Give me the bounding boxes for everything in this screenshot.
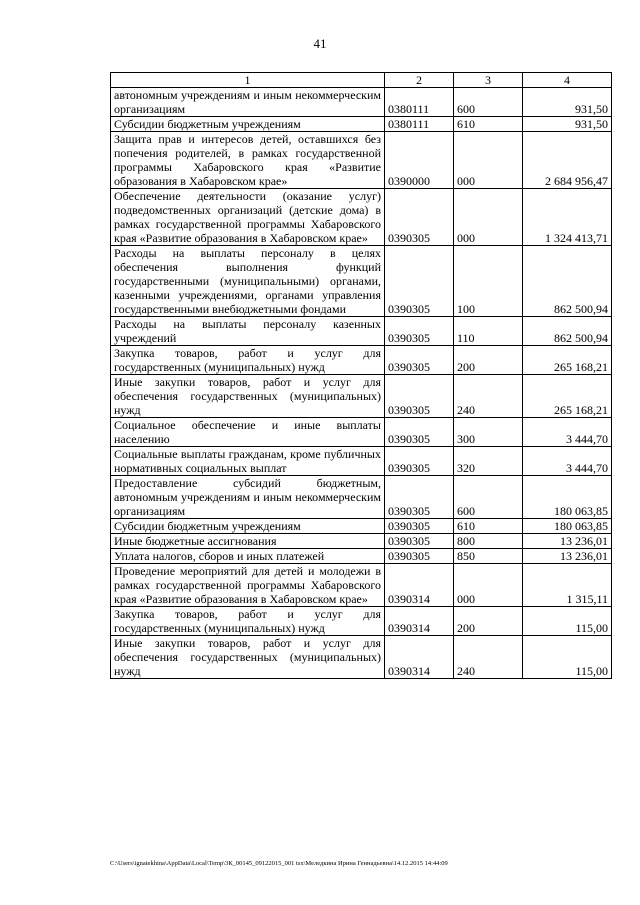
row-name: Расходы на выплаты персоналу казенных учреждений — [111, 317, 385, 346]
row-vr: 320 — [454, 447, 523, 476]
row-vr: 800 — [454, 534, 523, 549]
table-row — [111, 346, 612, 375]
table-row — [111, 549, 612, 564]
table-row — [111, 519, 612, 534]
table-row — [111, 418, 612, 447]
table-row — [111, 447, 612, 476]
row-name: Иные закупки товаров, работ и услуг для обеспечения государственных (муниципальных) нужд — [111, 636, 385, 679]
row-amount: 2 684 956,47 — [523, 132, 612, 189]
row-vr: 600 — [454, 476, 523, 519]
file-path-footer: C:\Users\ignatekhina\AppData\Local\Temp\3К_00145_09122015_001 tsx\Меледкина Ирина Геннадьевна\14.12.2015 14:44:09 — [110, 860, 448, 867]
row-vr: 100 — [454, 246, 523, 317]
table-row — [111, 534, 612, 549]
row-name: Проведение мероприятий для детей и молодежи в рамках государственной программы Хабаровского края «Развитие образования в Хабаровском крае» — [111, 564, 385, 607]
table-row — [111, 88, 612, 117]
row-name: Социальное обеспечение и иные выплаты населению — [111, 418, 385, 447]
page-number: 41 — [313, 36, 327, 51]
row-code: 0390305 — [385, 519, 454, 534]
budget-table — [110, 72, 612, 679]
row-code: 0390314 — [385, 636, 454, 679]
row-code: 0390305 — [385, 534, 454, 549]
row-amount: 265 168,21 — [523, 375, 612, 418]
row-vr: 300 — [454, 418, 523, 447]
row-code: 0390305 — [385, 317, 454, 346]
row-vr: 200 — [454, 346, 523, 375]
row-code: 0390305 — [385, 189, 454, 246]
row-amount: 180 063,85 — [523, 476, 612, 519]
table-row — [111, 375, 612, 418]
row-name: автономным учреждениям и иным некоммерческим организациям — [111, 88, 385, 117]
row-code: 0390305 — [385, 246, 454, 317]
row-amount: 3 444,70 — [523, 418, 612, 447]
row-name: Иные закупки товаров, работ и услуг для обеспечения государственных (муниципальных) нужд — [111, 375, 385, 418]
header-col-1: 1 — [111, 73, 385, 88]
row-amount: 1 315,11 — [523, 564, 612, 607]
table-header-row — [111, 73, 612, 88]
row-amount: 265 168,21 — [523, 346, 612, 375]
table-body — [111, 88, 612, 679]
row-amount: 1 324 413,71 — [523, 189, 612, 246]
row-vr: 110 — [454, 317, 523, 346]
row-code: 0380111 — [385, 88, 454, 117]
row-code: 0390305 — [385, 447, 454, 476]
table-row — [111, 607, 612, 636]
row-vr: 200 — [454, 607, 523, 636]
row-name: Субсидии бюджетным учреждениям — [111, 519, 385, 534]
table-row — [111, 132, 612, 189]
row-vr: 850 — [454, 549, 523, 564]
row-vr: 610 — [454, 519, 523, 534]
header-col-2: 2 — [385, 73, 454, 88]
row-amount: 3 444,70 — [523, 447, 612, 476]
table-row — [111, 476, 612, 519]
row-name: Расходы на выплаты персоналу в целях обеспечения выполнения функций государственными (муниципальными) органами, казенными учреждениями, органами управления государственными внебюджетными фондами — [111, 246, 385, 317]
row-code: 0390305 — [385, 476, 454, 519]
row-code: 0380111 — [385, 117, 454, 132]
header-col-4: 4 — [523, 73, 612, 88]
row-vr: 000 — [454, 132, 523, 189]
row-amount: 13 236,01 — [523, 534, 612, 549]
row-code: 0390314 — [385, 607, 454, 636]
row-vr: 240 — [454, 636, 523, 679]
row-name: Обеспечение деятельности (оказание услуг) подведомственных организаций (детские дома) в рамках государственной программы Хабаровского края «Развитие образования в Хабаровском крае» — [111, 189, 385, 246]
row-name: Закупка товаров, работ и услуг для государственных (муниципальных) нужд — [111, 346, 385, 375]
row-code: 0390305 — [385, 346, 454, 375]
row-name: Защита прав и интересов детей, оставшихся без попечения родителей, в рамках государственной программы Хабаровского края «Развитие образования в Хабаровском крае» — [111, 132, 385, 189]
header-col-3: 3 — [454, 73, 523, 88]
row-amount: 115,00 — [523, 636, 612, 679]
row-amount: 931,50 — [523, 88, 612, 117]
row-code: 0390314 — [385, 564, 454, 607]
row-amount: 862 500,94 — [523, 246, 612, 317]
row-name: Уплата налогов, сборов и иных платежей — [111, 549, 385, 564]
row-vr: 000 — [454, 564, 523, 607]
table-row — [111, 189, 612, 246]
row-code: 0390305 — [385, 549, 454, 564]
row-name: Иные бюджетные ассигнования — [111, 534, 385, 549]
table-row — [111, 317, 612, 346]
row-amount: 13 236,01 — [523, 549, 612, 564]
row-amount: 180 063,85 — [523, 519, 612, 534]
row-amount: 931,50 — [523, 117, 612, 132]
row-name: Социальные выплаты гражданам, кроме публичных нормативных социальных выплат — [111, 447, 385, 476]
row-vr: 000 — [454, 189, 523, 246]
row-vr: 600 — [454, 88, 523, 117]
row-name: Субсидии бюджетным учреждениям — [111, 117, 385, 132]
row-amount: 115,00 — [523, 607, 612, 636]
table-row — [111, 564, 612, 607]
table-row — [111, 117, 612, 132]
row-amount: 862 500,94 — [523, 317, 612, 346]
row-code: 0390000 — [385, 132, 454, 189]
row-name: Закупка товаров, работ и услуг для государственных (муниципальных) нужд — [111, 607, 385, 636]
row-code: 0390305 — [385, 375, 454, 418]
row-name: Предоставление субсидий бюджетным, автономным учреждениям и иным некоммерческим организациям — [111, 476, 385, 519]
table-row — [111, 636, 612, 679]
table-row — [111, 246, 612, 317]
row-vr: 610 — [454, 117, 523, 132]
row-vr: 240 — [454, 375, 523, 418]
row-code: 0390305 — [385, 418, 454, 447]
